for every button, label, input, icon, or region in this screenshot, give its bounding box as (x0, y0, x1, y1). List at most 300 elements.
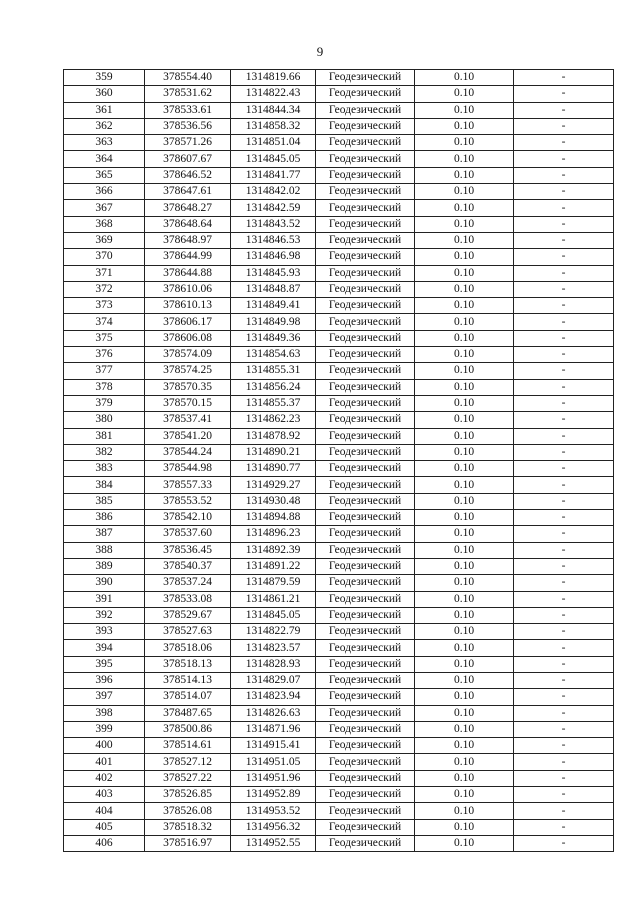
y-coordinate-cell: 1314854.63 (231, 347, 316, 363)
coordinates-table (63, 69, 614, 852)
table-row (64, 558, 614, 574)
method-cell: Геодезический (316, 70, 415, 86)
point-number-cell: 360 (64, 86, 145, 102)
accuracy-cell: 0.10 (415, 428, 514, 444)
table-row (64, 216, 614, 232)
x-coordinate-cell: 378606.17 (145, 314, 231, 330)
method-cell: Геодезический (316, 591, 415, 607)
y-coordinate-cell: 1314828.93 (231, 656, 316, 672)
y-coordinate-cell: 1314829.07 (231, 672, 316, 688)
accuracy-cell: 0.10 (415, 689, 514, 705)
y-coordinate-cell: 1314896.23 (231, 526, 316, 542)
table-row (64, 232, 614, 248)
point-number-cell: 374 (64, 314, 145, 330)
accuracy-cell: 0.10 (415, 200, 514, 216)
x-coordinate-cell: 378516.97 (145, 835, 231, 851)
y-coordinate-cell: 1314848.87 (231, 281, 316, 297)
method-cell: Геодезический (316, 656, 415, 672)
accuracy-cell: 0.10 (415, 216, 514, 232)
point-number-cell: 406 (64, 835, 145, 851)
table-row (64, 689, 614, 705)
accuracy-cell: 0.10 (415, 526, 514, 542)
table-row (64, 86, 614, 102)
note-cell: - (514, 640, 614, 656)
table-row (64, 184, 614, 200)
table-body (64, 70, 614, 852)
x-coordinate-cell: 378518.32 (145, 819, 231, 835)
table-row (64, 721, 614, 737)
method-cell: Геодезический (316, 738, 415, 754)
table-row (64, 314, 614, 330)
point-number-cell: 397 (64, 689, 145, 705)
table-row (64, 118, 614, 134)
method-cell: Геодезический (316, 395, 415, 411)
note-cell: - (514, 607, 614, 623)
point-number-cell: 405 (64, 819, 145, 835)
y-coordinate-cell: 1314953.52 (231, 803, 316, 819)
table-row (64, 281, 614, 297)
note-cell: - (514, 477, 614, 493)
table-row (64, 200, 614, 216)
accuracy-cell: 0.10 (415, 477, 514, 493)
table-row (64, 395, 614, 411)
y-coordinate-cell: 1314822.79 (231, 624, 316, 640)
point-number-cell: 361 (64, 102, 145, 118)
point-number-cell: 373 (64, 298, 145, 314)
accuracy-cell: 0.10 (415, 118, 514, 134)
y-coordinate-cell: 1314929.27 (231, 477, 316, 493)
point-number-cell: 371 (64, 265, 145, 281)
x-coordinate-cell: 378544.98 (145, 461, 231, 477)
table-row (64, 591, 614, 607)
point-number-cell: 362 (64, 118, 145, 134)
accuracy-cell: 0.10 (415, 347, 514, 363)
y-coordinate-cell: 1314879.59 (231, 575, 316, 591)
accuracy-cell: 0.10 (415, 510, 514, 526)
note-cell: - (514, 347, 614, 363)
method-cell: Геодезический (316, 689, 415, 705)
point-number-cell: 359 (64, 70, 145, 86)
note-cell: - (514, 118, 614, 134)
note-cell: - (514, 689, 614, 705)
y-coordinate-cell: 1314890.21 (231, 444, 316, 460)
x-coordinate-cell: 378570.35 (145, 379, 231, 395)
y-coordinate-cell: 1314849.41 (231, 298, 316, 314)
point-number-cell: 377 (64, 363, 145, 379)
table-row (64, 705, 614, 721)
method-cell: Геодезический (316, 754, 415, 770)
x-coordinate-cell: 378514.61 (145, 738, 231, 754)
x-coordinate-cell: 378527.22 (145, 770, 231, 786)
method-cell: Геодезический (316, 363, 415, 379)
point-number-cell: 394 (64, 640, 145, 656)
x-coordinate-cell: 378553.52 (145, 493, 231, 509)
accuracy-cell: 0.10 (415, 102, 514, 118)
point-number-cell: 392 (64, 607, 145, 623)
point-number-cell: 400 (64, 738, 145, 754)
x-coordinate-cell: 378607.67 (145, 151, 231, 167)
method-cell: Геодезический (316, 265, 415, 281)
table-row (64, 656, 614, 672)
point-number-cell: 365 (64, 167, 145, 183)
point-number-cell: 376 (64, 347, 145, 363)
note-cell: - (514, 526, 614, 542)
y-coordinate-cell: 1314855.31 (231, 363, 316, 379)
point-number-cell: 383 (64, 461, 145, 477)
accuracy-cell: 0.10 (415, 86, 514, 102)
note-cell: - (514, 461, 614, 477)
x-coordinate-cell: 378533.08 (145, 591, 231, 607)
point-number-cell: 396 (64, 672, 145, 688)
y-coordinate-cell: 1314846.98 (231, 249, 316, 265)
table-row (64, 493, 614, 509)
y-coordinate-cell: 1314890.77 (231, 461, 316, 477)
table-row (64, 249, 614, 265)
accuracy-cell: 0.10 (415, 70, 514, 86)
y-coordinate-cell: 1314823.57 (231, 640, 316, 656)
x-coordinate-cell: 378526.85 (145, 787, 231, 803)
x-coordinate-cell: 378557.33 (145, 477, 231, 493)
accuracy-cell: 0.10 (415, 363, 514, 379)
accuracy-cell: 0.10 (415, 167, 514, 183)
point-number-cell: 388 (64, 542, 145, 558)
method-cell: Геодезический (316, 624, 415, 640)
y-coordinate-cell: 1314856.24 (231, 379, 316, 395)
note-cell: - (514, 542, 614, 558)
y-coordinate-cell: 1314952.89 (231, 787, 316, 803)
y-coordinate-cell: 1314822.43 (231, 86, 316, 102)
y-coordinate-cell: 1314891.22 (231, 558, 316, 574)
table-row (64, 363, 614, 379)
table-row (64, 754, 614, 770)
method-cell: Геодезический (316, 379, 415, 395)
note-cell: - (514, 835, 614, 851)
x-coordinate-cell: 378571.26 (145, 135, 231, 151)
note-cell: - (514, 330, 614, 346)
y-coordinate-cell: 1314861.21 (231, 591, 316, 607)
table-row (64, 461, 614, 477)
table-row (64, 70, 614, 86)
accuracy-cell: 0.10 (415, 819, 514, 835)
table-row (64, 167, 614, 183)
point-number-cell: 372 (64, 281, 145, 297)
point-number-cell: 381 (64, 428, 145, 444)
method-cell: Геодезический (316, 461, 415, 477)
method-cell: Геодезический (316, 184, 415, 200)
x-coordinate-cell: 378536.45 (145, 542, 231, 558)
note-cell: - (514, 510, 614, 526)
accuracy-cell: 0.10 (415, 656, 514, 672)
accuracy-cell: 0.10 (415, 330, 514, 346)
y-coordinate-cell: 1314826.63 (231, 705, 316, 721)
table-row (64, 607, 614, 623)
table-row (64, 640, 614, 656)
method-cell: Геодезический (316, 151, 415, 167)
point-number-cell: 403 (64, 787, 145, 803)
method-cell: Геодезический (316, 249, 415, 265)
note-cell: - (514, 151, 614, 167)
x-coordinate-cell: 378537.60 (145, 526, 231, 542)
table-row (64, 819, 614, 835)
note-cell: - (514, 721, 614, 737)
note-cell: - (514, 232, 614, 248)
method-cell: Геодезический (316, 542, 415, 558)
point-number-cell: 378 (64, 379, 145, 395)
table-row (64, 770, 614, 786)
y-coordinate-cell: 1314956.32 (231, 819, 316, 835)
method-cell: Геодезический (316, 118, 415, 134)
method-cell: Геодезический (316, 819, 415, 835)
method-cell: Геодезический (316, 493, 415, 509)
point-number-cell: 375 (64, 330, 145, 346)
point-number-cell: 404 (64, 803, 145, 819)
y-coordinate-cell: 1314851.04 (231, 135, 316, 151)
accuracy-cell: 0.10 (415, 444, 514, 460)
y-coordinate-cell: 1314823.94 (231, 689, 316, 705)
x-coordinate-cell: 378574.25 (145, 363, 231, 379)
point-number-cell: 386 (64, 510, 145, 526)
x-coordinate-cell: 378527.63 (145, 624, 231, 640)
point-number-cell: 391 (64, 591, 145, 607)
x-coordinate-cell: 378648.64 (145, 216, 231, 232)
x-coordinate-cell: 378514.07 (145, 689, 231, 705)
x-coordinate-cell: 378487.65 (145, 705, 231, 721)
y-coordinate-cell: 1314894.88 (231, 510, 316, 526)
note-cell: - (514, 184, 614, 200)
accuracy-cell: 0.10 (415, 298, 514, 314)
y-coordinate-cell: 1314845.05 (231, 151, 316, 167)
accuracy-cell: 0.10 (415, 249, 514, 265)
accuracy-cell: 0.10 (415, 135, 514, 151)
accuracy-cell: 0.10 (415, 232, 514, 248)
accuracy-cell: 0.10 (415, 835, 514, 851)
point-number-cell: 384 (64, 477, 145, 493)
y-coordinate-cell: 1314849.98 (231, 314, 316, 330)
accuracy-cell: 0.10 (415, 412, 514, 428)
note-cell: - (514, 705, 614, 721)
method-cell: Геодезический (316, 412, 415, 428)
x-coordinate-cell: 378648.97 (145, 232, 231, 248)
x-coordinate-cell: 378574.09 (145, 347, 231, 363)
table-row (64, 347, 614, 363)
note-cell: - (514, 624, 614, 640)
x-coordinate-cell: 378526.08 (145, 803, 231, 819)
method-cell: Геодезический (316, 444, 415, 460)
y-coordinate-cell: 1314871.96 (231, 721, 316, 737)
point-number-cell: 398 (64, 705, 145, 721)
x-coordinate-cell: 378529.67 (145, 607, 231, 623)
x-coordinate-cell: 378518.13 (145, 656, 231, 672)
note-cell: - (514, 787, 614, 803)
method-cell: Геодезический (316, 558, 415, 574)
x-coordinate-cell: 378541.20 (145, 428, 231, 444)
x-coordinate-cell: 378570.15 (145, 395, 231, 411)
note-cell: - (514, 754, 614, 770)
note-cell: - (514, 70, 614, 86)
x-coordinate-cell: 378648.27 (145, 200, 231, 216)
note-cell: - (514, 591, 614, 607)
point-number-cell: 367 (64, 200, 145, 216)
y-coordinate-cell: 1314849.36 (231, 330, 316, 346)
method-cell: Геодезический (316, 314, 415, 330)
page-number: 9 (316, 44, 324, 59)
y-coordinate-cell: 1314819.66 (231, 70, 316, 86)
note-cell: - (514, 102, 614, 118)
table-row (64, 151, 614, 167)
x-coordinate-cell: 378544.24 (145, 444, 231, 460)
note-cell: - (514, 656, 614, 672)
x-coordinate-cell: 378644.88 (145, 265, 231, 281)
accuracy-cell: 0.10 (415, 705, 514, 721)
note-cell: - (514, 86, 614, 102)
accuracy-cell: 0.10 (415, 754, 514, 770)
table-row (64, 444, 614, 460)
note-cell: - (514, 200, 614, 216)
accuracy-cell: 0.10 (415, 265, 514, 281)
note-cell: - (514, 249, 614, 265)
note-cell: - (514, 412, 614, 428)
method-cell: Геодезический (316, 347, 415, 363)
accuracy-cell: 0.10 (415, 493, 514, 509)
method-cell: Геодезический (316, 216, 415, 232)
accuracy-cell: 0.10 (415, 787, 514, 803)
table-row (64, 738, 614, 754)
y-coordinate-cell: 1314842.59 (231, 200, 316, 216)
x-coordinate-cell: 378500.86 (145, 721, 231, 737)
note-cell: - (514, 428, 614, 444)
y-coordinate-cell: 1314930.48 (231, 493, 316, 509)
y-coordinate-cell: 1314951.96 (231, 770, 316, 786)
point-number-cell: 402 (64, 770, 145, 786)
method-cell: Геодезический (316, 575, 415, 591)
table-row (64, 412, 614, 428)
x-coordinate-cell: 378646.52 (145, 167, 231, 183)
note-cell: - (514, 575, 614, 591)
point-number-cell: 380 (64, 412, 145, 428)
method-cell: Геодезический (316, 86, 415, 102)
accuracy-cell: 0.10 (415, 721, 514, 737)
accuracy-cell: 0.10 (415, 607, 514, 623)
note-cell: - (514, 672, 614, 688)
table-row (64, 477, 614, 493)
method-cell: Геодезический (316, 526, 415, 542)
point-number-cell: 379 (64, 395, 145, 411)
y-coordinate-cell: 1314892.39 (231, 542, 316, 558)
method-cell: Геодезический (316, 102, 415, 118)
y-coordinate-cell: 1314845.93 (231, 265, 316, 281)
point-number-cell: 401 (64, 754, 145, 770)
y-coordinate-cell: 1314862.23 (231, 412, 316, 428)
method-cell: Геодезический (316, 298, 415, 314)
method-cell: Геодезический (316, 232, 415, 248)
x-coordinate-cell: 378514.13 (145, 672, 231, 688)
method-cell: Геодезический (316, 835, 415, 851)
table-row (64, 102, 614, 118)
method-cell: Геодезический (316, 281, 415, 297)
x-coordinate-cell: 378644.99 (145, 249, 231, 265)
point-number-cell: 389 (64, 558, 145, 574)
x-coordinate-cell: 378540.37 (145, 558, 231, 574)
method-cell: Геодезический (316, 428, 415, 444)
method-cell: Геодезический (316, 135, 415, 151)
note-cell: - (514, 395, 614, 411)
method-cell: Геодезический (316, 705, 415, 721)
y-coordinate-cell: 1314844.34 (231, 102, 316, 118)
method-cell: Геодезический (316, 640, 415, 656)
x-coordinate-cell: 378647.61 (145, 184, 231, 200)
table-row (64, 428, 614, 444)
table-row (64, 787, 614, 803)
method-cell: Геодезический (316, 787, 415, 803)
table-row (64, 624, 614, 640)
accuracy-cell: 0.10 (415, 151, 514, 167)
note-cell: - (514, 379, 614, 395)
point-number-cell: 393 (64, 624, 145, 640)
x-coordinate-cell: 378533.61 (145, 102, 231, 118)
method-cell: Геодезический (316, 770, 415, 786)
note-cell: - (514, 444, 614, 460)
table-row (64, 135, 614, 151)
point-number-cell: 366 (64, 184, 145, 200)
point-number-cell: 387 (64, 526, 145, 542)
accuracy-cell: 0.10 (415, 640, 514, 656)
table-row (64, 298, 614, 314)
y-coordinate-cell: 1314855.37 (231, 395, 316, 411)
method-cell: Геодезический (316, 167, 415, 183)
y-coordinate-cell: 1314841.77 (231, 167, 316, 183)
y-coordinate-cell: 1314952.55 (231, 835, 316, 851)
x-coordinate-cell: 378542.10 (145, 510, 231, 526)
table-row (64, 542, 614, 558)
method-cell: Геодезический (316, 200, 415, 216)
table-row (64, 265, 614, 281)
x-coordinate-cell: 378610.13 (145, 298, 231, 314)
note-cell: - (514, 265, 614, 281)
note-cell: - (514, 493, 614, 509)
note-cell: - (514, 363, 614, 379)
accuracy-cell: 0.10 (415, 281, 514, 297)
y-coordinate-cell: 1314843.52 (231, 216, 316, 232)
accuracy-cell: 0.10 (415, 770, 514, 786)
x-coordinate-cell: 378518.06 (145, 640, 231, 656)
y-coordinate-cell: 1314846.53 (231, 232, 316, 248)
point-number-cell: 363 (64, 135, 145, 151)
method-cell: Геодезический (316, 330, 415, 346)
method-cell: Геодезический (316, 477, 415, 493)
accuracy-cell: 0.10 (415, 803, 514, 819)
note-cell: - (514, 770, 614, 786)
accuracy-cell: 0.10 (415, 379, 514, 395)
y-coordinate-cell: 1314845.05 (231, 607, 316, 623)
note-cell: - (514, 167, 614, 183)
accuracy-cell: 0.10 (415, 738, 514, 754)
table-row (64, 379, 614, 395)
table-row (64, 330, 614, 346)
note-cell: - (514, 738, 614, 754)
point-number-cell: 390 (64, 575, 145, 591)
point-number-cell: 385 (64, 493, 145, 509)
accuracy-cell: 0.10 (415, 624, 514, 640)
x-coordinate-cell: 378606.08 (145, 330, 231, 346)
accuracy-cell: 0.10 (415, 461, 514, 477)
x-coordinate-cell: 378537.41 (145, 412, 231, 428)
y-coordinate-cell: 1314842.02 (231, 184, 316, 200)
note-cell: - (514, 281, 614, 297)
note-cell: - (514, 135, 614, 151)
method-cell: Геодезический (316, 607, 415, 623)
y-coordinate-cell: 1314878.92 (231, 428, 316, 444)
note-cell: - (514, 803, 614, 819)
